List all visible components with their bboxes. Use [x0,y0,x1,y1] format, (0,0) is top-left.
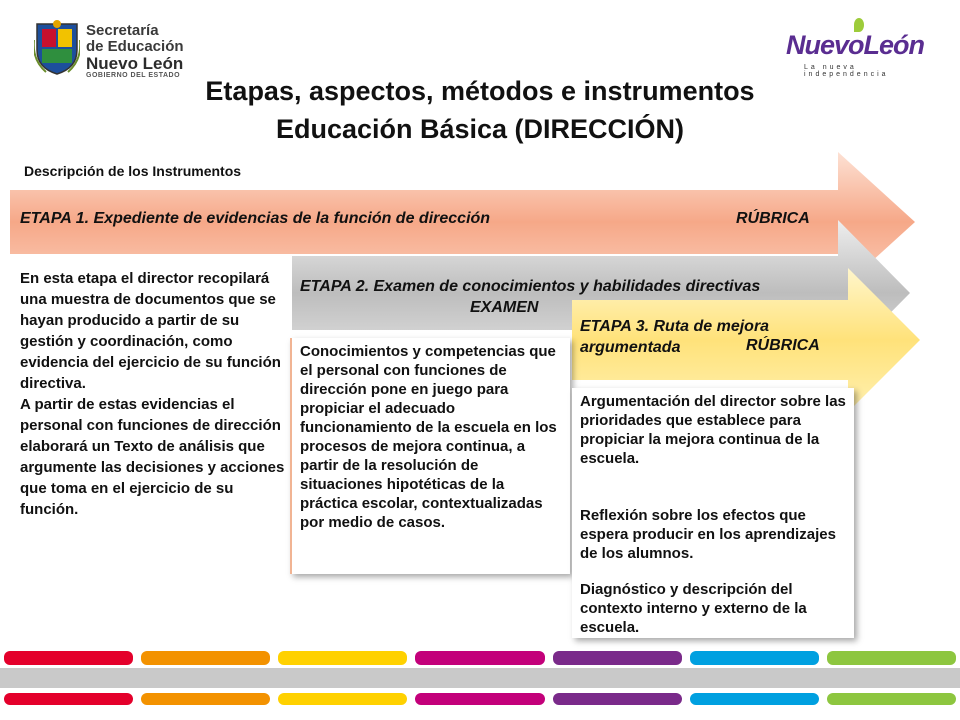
footer-color-stripes-bottom [0,693,960,705]
page-title-line1: Etapas, aspectos, métodos e instrumentos [205,76,755,106]
footer-stripe-segment [553,651,682,665]
logo-line-secretaria: Secretaría [86,22,159,39]
footer-stripe-segment [415,693,544,705]
stage3-paragraph-3: Diagnóstico y descripción del contexto interno y externo de la escuela. [580,581,807,636]
page-title-line2: Educación Básica (DIRECCIÓN) [275,114,685,144]
footer-stripe-segment [278,693,407,705]
footer-stripe-segment [4,651,133,665]
footer-stripe-segment [690,651,819,665]
nuevo-leon-tagline: La nueva independencia [804,64,889,78]
footer-stripe-segment [141,651,270,665]
footer-stripe-segment [4,693,133,705]
section-label: Descripción de los Instrumentos [24,163,242,179]
nuevo-leon-wordmark: NuevoLeón [786,30,925,60]
stage3-paragraph-1: Argumentación del director sobre las prioridades que establece para propiciar la mejora continua de la escuela. [580,393,846,467]
footer-stripe-segment [141,693,270,705]
logo-line-gobierno: GOBIERNO DEL ESTADO [86,72,181,79]
stage1-title: ETAPA 1. Expediente de evidencias de la función de dirección [20,210,491,227]
footer-stripe-segment [827,651,956,665]
stage2-description: Conocimientos y competencias que el personal con funciones de dirección pone en juego para propiciar el adecuado funcionamiento de la escuela en los procesos de mejora continua, a partir de la resolución de situaciones hipotéticas de la práctica escolar, contextualizadas por medio de casos. [300,343,557,531]
stage3-instrument: RÚBRICA [746,337,820,354]
footer-stripe-segment [553,693,682,705]
stage1-description: En esta etapa el director recopilará una muestra de documentos que se hayan producido a partir de su gestión y coordinación, como evidencia del ejercicio de su función directiva. A partir de estas evidencias el personal con funciones de dirección elaborará un Texto de análisis que argumente las decisiones y acciones que toma en el ejercicio de su función. [20,270,285,518]
footer-stripe-segment [278,651,407,665]
footer-stripe-segment [827,693,956,705]
footer-stripe-segment [415,651,544,665]
footer-color-stripes-top [0,651,960,665]
logo-line-de-educacion: de Educación [86,38,184,55]
footer-stripe-segment [690,693,819,705]
stage3-title: ETAPA 3. Ruta de mejora argumentada [580,318,770,356]
stage2-instrument: EXAMEN [470,299,539,316]
logo-line-nuevo-leon: Nuevo León [86,54,184,73]
stage1-instrument: RÚBRICA [736,210,810,227]
stage3-description-box [572,388,854,638]
footer-gray-bar [0,668,960,688]
stage3-paragraph-2: Reflexión sobre los efectos que espera producir en los aprendizajes de los alumnos. [580,507,836,562]
stage2-description-box [290,338,570,574]
stage2-title: ETAPA 2. Examen de conocimientos y habilidades directivas [300,278,761,295]
